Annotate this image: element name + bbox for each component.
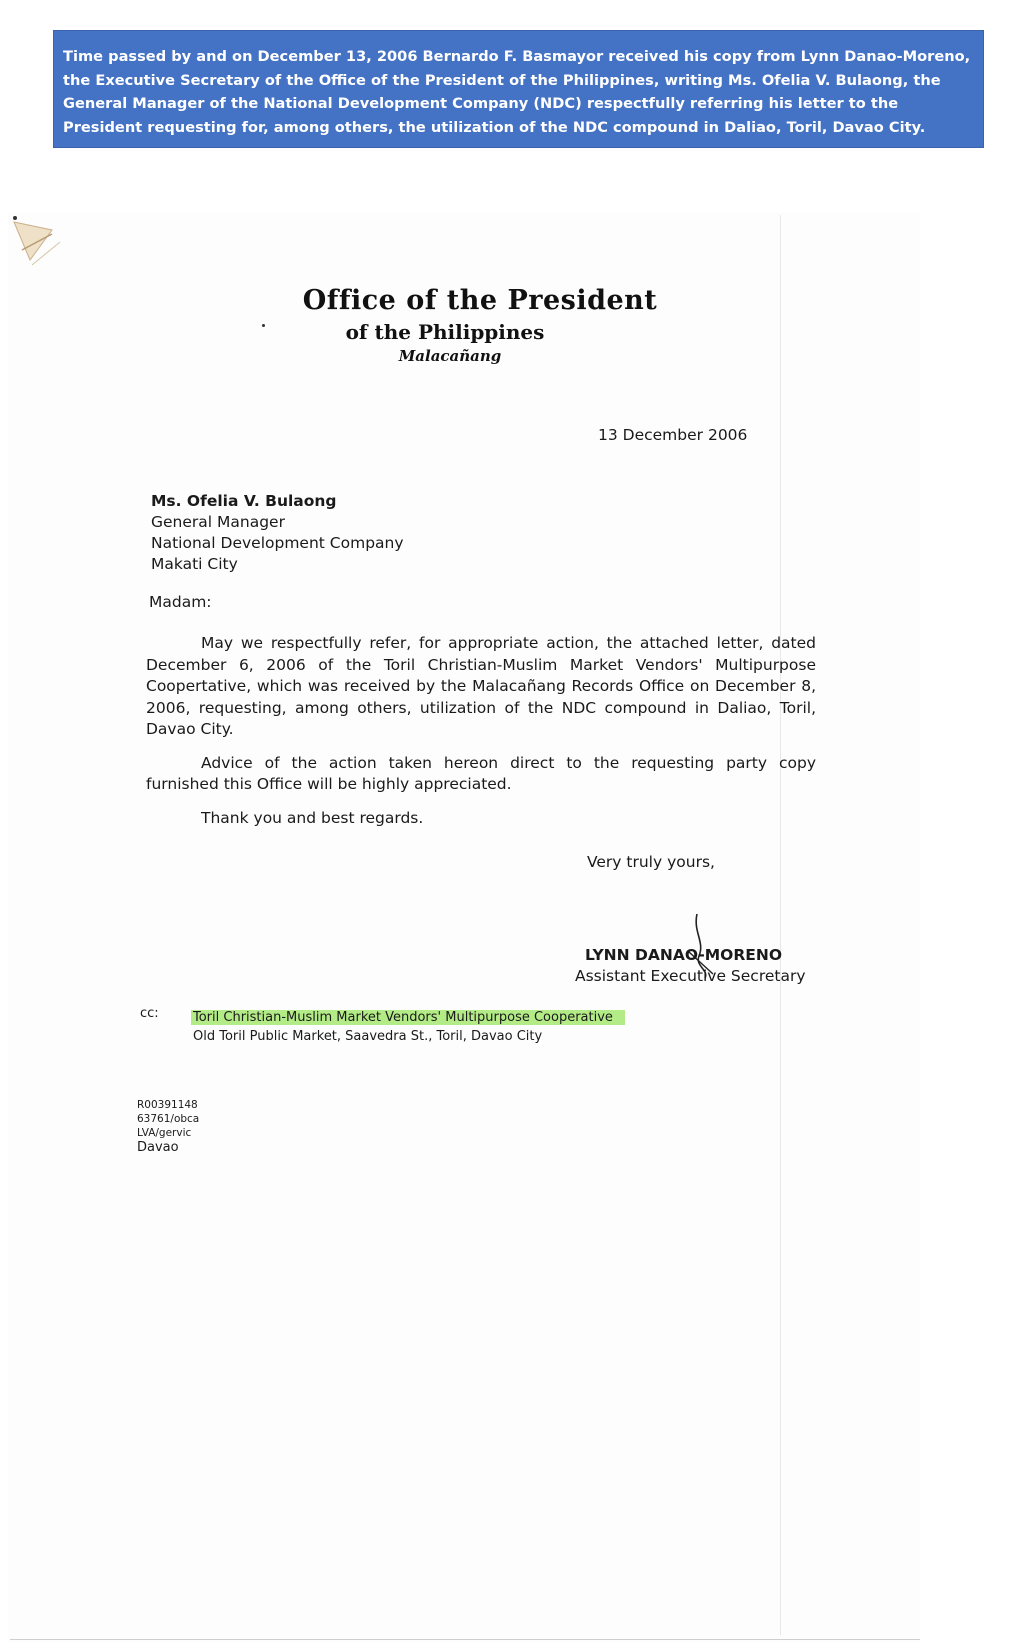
- recipient-name: Ms. Ofelia V. Bulaong: [151, 492, 337, 510]
- cc-name-highlighted: Toril Christian-Muslim Market Vendors' Multipurpose Cooperative: [191, 1010, 625, 1025]
- reference-line: Davao: [137, 1140, 179, 1155]
- recipient-title: General Manager: [151, 513, 285, 531]
- cc-address: Old Toril Public Market, Saavedra St., Toril, Davao City: [193, 1029, 543, 1044]
- letter-body: [146, 633, 816, 841]
- letterhead: [300, 283, 660, 367]
- reference-line: R00391148: [137, 1099, 198, 1111]
- body-paragraph: May we respectfully refer, for appropriate action, the attached letter, dated December 6, 2006 of the Toril Christian-Muslim Market Vendors' Multipurpose Coopertative, which was received by the Malacañang Records Office on December 8, 2006, requesting, among others, utilization of the NDC compound in Daliao, Toril, Davao City.: [146, 634, 816, 738]
- recipient-organization: National Development Company: [151, 534, 404, 552]
- caption-text: Time passed by and on December 13, 2006 Bernardo F. Basmayor received his copy from Lynn Danao-Moreno, the Executive Secretary of the Office of the President of the Philippines, writing Ms. Ofelia V. Bulaong, the General Manager of the National Development Company (NDC) respectfully referring his letter to the President requesting for, among others, the utilization of the NDC compound in Daliao, Toril, Davao City.: [63, 48, 971, 136]
- reference-line: LVA/gervic: [137, 1127, 192, 1139]
- cc-block: [193, 1008, 625, 1046]
- salutation: Madam:: [149, 593, 212, 611]
- recipient-city: Makati City: [151, 555, 238, 573]
- scan-bottom-edge: [10, 1639, 920, 1640]
- letterhead-office: Office of the President: [302, 285, 658, 316]
- signatory-name: LYNN DANAO-MORENO: [585, 946, 783, 964]
- body-paragraph: Advice of the action taken hereon direct to the requesting party copy furnished this Office will be highly appreciated.: [146, 753, 816, 793]
- closing: Very truly yours,: [587, 853, 715, 871]
- reference-line: 63761/obca: [137, 1113, 200, 1125]
- body-paragraph: Thank you and best regards.: [201, 808, 424, 827]
- letterhead-place: Malacañang: [398, 347, 502, 365]
- letterhead-country: of the Philippines: [345, 320, 545, 344]
- cc-label: cc:: [140, 1006, 159, 1021]
- recipient-block: [151, 491, 404, 575]
- signatory-title: Assistant Executive Secretary: [575, 967, 806, 985]
- letter-date: 13 December 2006: [598, 426, 748, 444]
- reference-codes: [137, 1098, 199, 1156]
